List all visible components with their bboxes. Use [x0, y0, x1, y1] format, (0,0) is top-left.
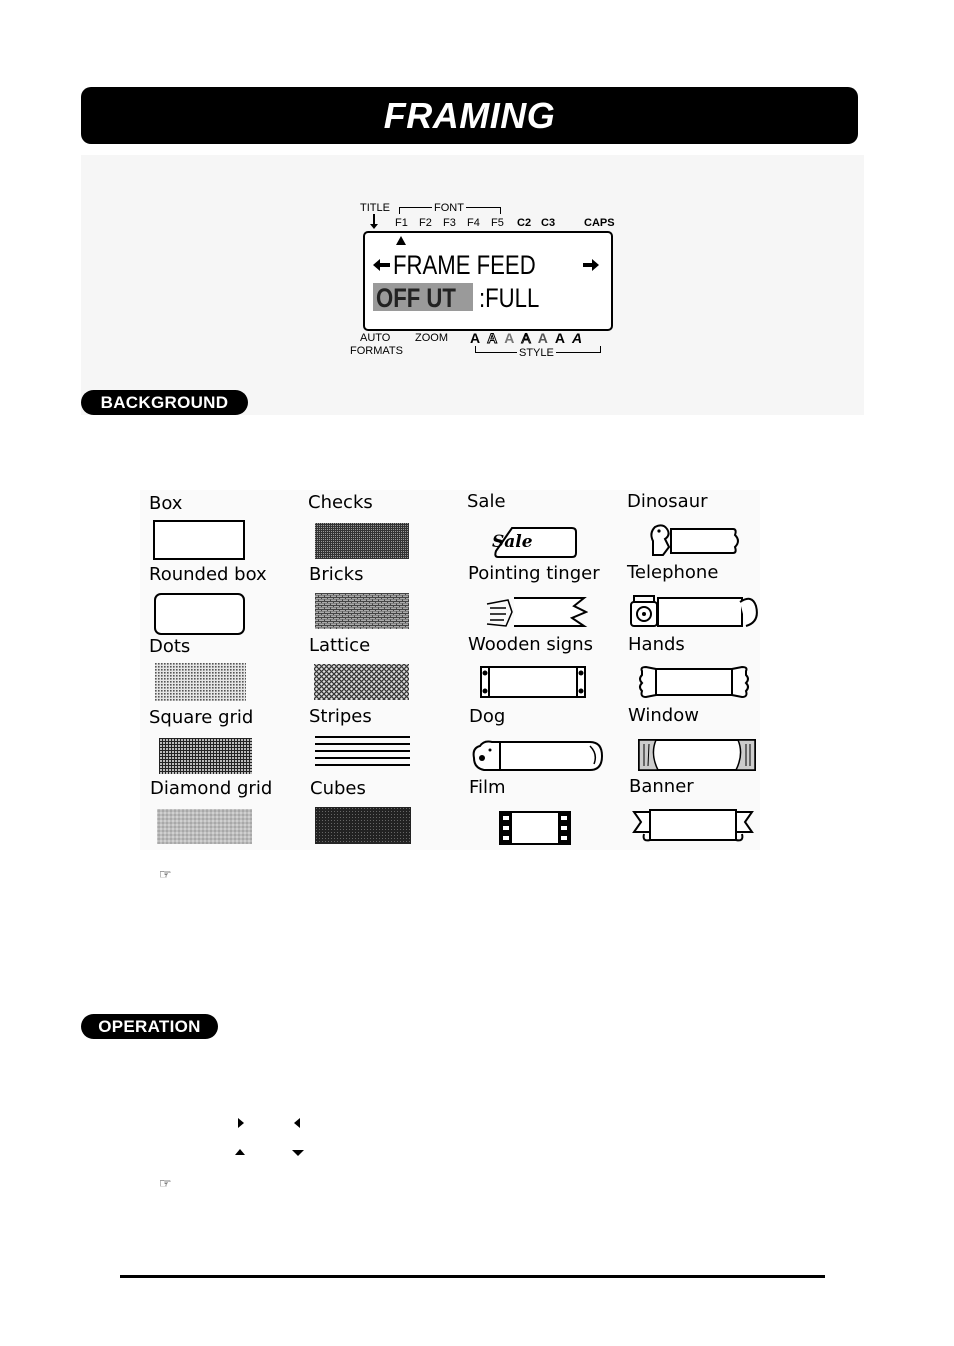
frame-label-checks: Checks	[308, 492, 373, 513]
frame-swatch-rounded-box	[154, 593, 246, 636]
frame-swatch-film	[498, 810, 572, 846]
style-glyph-italic: A	[571, 330, 583, 346]
style-glyph-shaded: A	[537, 330, 548, 346]
title-indicator-arrow-icon	[370, 224, 378, 229]
frame-swatch-checks	[315, 523, 409, 559]
lcd-formats-label: FORMATS	[350, 345, 403, 357]
pointing-hand-icon: ☞	[159, 866, 172, 882]
frame-swatch-dinosaur	[647, 521, 742, 559]
page-title-bar	[81, 87, 858, 144]
frame-label-window: Window	[628, 705, 699, 726]
lcd-line-2-highlight: OFF UT	[376, 283, 456, 313]
frame-swatch-bricks	[315, 593, 409, 629]
frame-swatch-banner	[632, 806, 754, 846]
style-glyph-normal: A	[470, 330, 481, 346]
lcd-line-2-value: :FULL	[479, 283, 540, 313]
frame-label-box: Box	[149, 493, 183, 514]
style-glyph-outline-thin: A	[521, 330, 531, 346]
lcd-auto-label: AUTO	[360, 332, 391, 344]
lcd-key-c2: C2	[517, 217, 532, 229]
frame-label-diamond-grid: Diamond grid	[150, 778, 273, 799]
frame-label-square-grid: Square grid	[149, 707, 254, 728]
frame-label-dots: Dots	[149, 636, 191, 657]
page-bottom-rule	[120, 1275, 825, 1278]
frame-swatch-lattice	[314, 664, 409, 700]
frame-label-sale: Sale	[467, 491, 506, 512]
frame-label-pointing-finger: Pointing tinger	[468, 563, 600, 584]
lcd-key-f4: F4	[467, 217, 480, 229]
frame-swatch-wooden-signs	[478, 664, 588, 700]
frame-label-wooden-signs: Wooden signs	[468, 634, 593, 655]
lcd-title-label: TITLE	[360, 202, 390, 214]
frame-label-rounded-box: Rounded box	[149, 564, 267, 585]
sale-script-text: Sale	[492, 532, 533, 552]
frame-label-stripes: Stripes	[309, 706, 372, 727]
section-operation-heading: OPERATION	[81, 1014, 218, 1039]
frame-label-dinosaur: Dinosaur	[627, 491, 708, 512]
frame-label-cubes: Cubes	[310, 778, 366, 799]
pointing-hand-icon: ☞	[159, 1175, 172, 1191]
lcd-screen	[363, 231, 613, 331]
frame-label-hands: Hands	[628, 634, 685, 655]
frame-label-dog: Dog	[469, 706, 506, 727]
frame-swatch-box	[153, 520, 246, 561]
lcd-key-f3: F3	[443, 217, 456, 229]
frame-label-telephone: Telephone	[627, 562, 719, 583]
cursor-up-icon	[396, 236, 406, 245]
frame-swatch-window	[636, 736, 758, 774]
frame-label-banner: Banner	[629, 776, 694, 797]
lcd-line-1: FRAME FEED	[393, 250, 536, 280]
frame-swatch-stripes	[315, 735, 410, 770]
frame-swatch-pointing-finger	[484, 592, 588, 632]
frame-swatch-hands	[638, 663, 750, 701]
frame-label-bricks: Bricks	[309, 564, 364, 585]
triangle-up-icon	[235, 1149, 245, 1155]
triangle-down-icon	[292, 1150, 304, 1156]
frame-swatch-diamond-grid	[157, 809, 252, 844]
frame-swatch-dots	[155, 663, 246, 701]
arrow-right-icon	[582, 257, 600, 273]
frame-swatch-square-grid	[159, 738, 252, 774]
page-title: FRAMING	[383, 94, 556, 136]
style-glyph-outline: A	[487, 330, 498, 346]
section-background-heading: BACKGROUND	[81, 390, 248, 415]
lcd-key-f5: F5	[491, 217, 504, 229]
style-glyph-row	[470, 330, 582, 346]
lcd-style-label: STYLE	[519, 347, 554, 359]
style-glyph-shadow: A	[504, 330, 515, 346]
frame-label-film: Film	[469, 777, 506, 798]
frame-label-lattice: Lattice	[309, 635, 371, 656]
triangle-left-icon	[294, 1118, 300, 1128]
arrow-left-icon	[373, 257, 391, 273]
lcd-key-f2: F2	[419, 217, 432, 229]
lcd-caps-label: CAPS	[584, 217, 615, 229]
frame-swatch-cubes	[315, 807, 411, 844]
lcd-key-c3: C3	[541, 217, 556, 229]
lcd-key-f1: F1	[395, 217, 408, 229]
lcd-zoom-label: ZOOM	[415, 332, 448, 344]
frame-swatch-telephone	[628, 592, 760, 632]
triangle-right-icon	[238, 1118, 244, 1128]
style-glyph-bold: A	[554, 330, 565, 346]
frame-swatch-dog	[470, 736, 610, 776]
lcd-font-label: FONT	[434, 202, 464, 214]
